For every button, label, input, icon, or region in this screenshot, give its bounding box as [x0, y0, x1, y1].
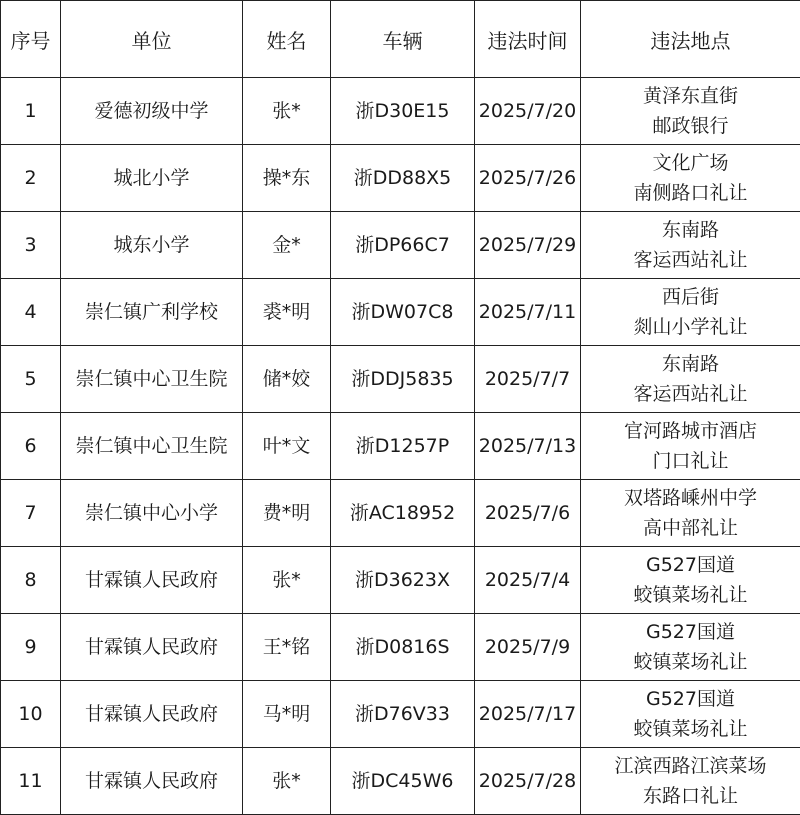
- place-line: 江滨西路江滨菜场: [583, 751, 798, 781]
- place-line: 南侧路口礼让: [583, 178, 798, 208]
- cell-index: 7: [1, 480, 61, 547]
- place-line: 双塔路嵊州中学: [583, 483, 798, 513]
- cell-unit: 城东小学: [61, 212, 243, 279]
- cell-violation-time: 2025/7/29: [475, 212, 581, 279]
- cell-index: 5: [1, 346, 61, 413]
- cell-violation-place: [581, 145, 800, 212]
- cell-violation-time: 2025/7/9: [475, 614, 581, 681]
- cell-violation-place: [581, 346, 800, 413]
- cell-unit: 崇仁镇中心卫生院: [61, 413, 243, 480]
- cell-violation-time: 2025/7/17: [475, 681, 581, 748]
- place-line: 客运西站礼让: [583, 379, 798, 409]
- cell-violation-place: [581, 614, 800, 681]
- cell-vehicle: 浙D1257P: [331, 413, 475, 480]
- cell-violation-place: [581, 480, 800, 547]
- cell-violation-place: [581, 681, 800, 748]
- place-line: 西后街: [583, 282, 798, 312]
- place-line: G527国道: [583, 684, 798, 714]
- cell-index: 4: [1, 279, 61, 346]
- cell-unit: 崇仁镇广利学校: [61, 279, 243, 346]
- cell-violation-place: [581, 413, 800, 480]
- cell-violation-time: 2025/7/6: [475, 480, 581, 547]
- cell-vehicle: 浙DP66C7: [331, 212, 475, 279]
- cell-unit: 甘霖镇人民政府: [61, 748, 243, 815]
- cell-violation-time: 2025/7/11: [475, 279, 581, 346]
- cell-vehicle: 浙D76V33: [331, 681, 475, 748]
- table-row: [1, 346, 800, 413]
- cell-violation-time: 2025/7/7: [475, 346, 581, 413]
- cell-index: 9: [1, 614, 61, 681]
- cell-index: 1: [1, 78, 61, 145]
- cell-index: 11: [1, 748, 61, 815]
- cell-violation-time: 2025/7/20: [475, 78, 581, 145]
- place-line: G527国道: [583, 550, 798, 580]
- cell-index: 6: [1, 413, 61, 480]
- place-line: G527国道: [583, 617, 798, 647]
- cell-violation-time: 2025/7/13: [475, 413, 581, 480]
- header-index: 序号: [1, 1, 61, 78]
- header-row: [1, 1, 800, 78]
- place-line: 蛟镇菜场礼让: [583, 647, 798, 677]
- cell-index: 3: [1, 212, 61, 279]
- cell-violation-time: 2025/7/26: [475, 145, 581, 212]
- place-line: 门口礼让: [583, 446, 798, 476]
- header-violation-time: 违法时间: [475, 1, 581, 78]
- cell-vehicle: 浙DD88X5: [331, 145, 475, 212]
- place-line: 剡山小学礼让: [583, 312, 798, 342]
- cell-vehicle: 浙AC18952: [331, 480, 475, 547]
- cell-vehicle: 浙D3623X: [331, 547, 475, 614]
- cell-vehicle: 浙D0816S: [331, 614, 475, 681]
- header-unit: 单位: [61, 1, 243, 78]
- place-line: 东南路: [583, 215, 798, 245]
- table-row: [1, 681, 800, 748]
- cell-violation-place: [581, 212, 800, 279]
- place-line: 蛟镇菜场礼让: [583, 714, 798, 744]
- place-line: 邮政银行: [583, 111, 798, 141]
- cell-vehicle: 浙DC45W6: [331, 748, 475, 815]
- cell-name: 裘*明: [243, 279, 331, 346]
- header-vehicle: 车辆: [331, 1, 475, 78]
- header-name: 姓名: [243, 1, 331, 78]
- cell-name: 费*明: [243, 480, 331, 547]
- cell-index: 8: [1, 547, 61, 614]
- cell-name: 张*: [243, 78, 331, 145]
- place-line: 蛟镇菜场礼让: [583, 580, 798, 610]
- cell-name: 金*: [243, 212, 331, 279]
- table-row: [1, 78, 800, 145]
- table-row: [1, 212, 800, 279]
- header-violation-place: 违法地点: [581, 1, 800, 78]
- place-line: 文化广场: [583, 148, 798, 178]
- cell-violation-time: 2025/7/28: [475, 748, 581, 815]
- place-line: 客运西站礼让: [583, 245, 798, 275]
- table-row: [1, 145, 800, 212]
- cell-name: 王*铭: [243, 614, 331, 681]
- cell-vehicle: 浙DDJ5835: [331, 346, 475, 413]
- table-row: [1, 547, 800, 614]
- cell-unit: 甘霖镇人民政府: [61, 681, 243, 748]
- place-line: 东南路: [583, 349, 798, 379]
- cell-unit: 崇仁镇中心小学: [61, 480, 243, 547]
- cell-violation-time: 2025/7/4: [475, 547, 581, 614]
- cell-unit: 爱德初级中学: [61, 78, 243, 145]
- cell-name: 储*姣: [243, 346, 331, 413]
- cell-violation-place: [581, 748, 800, 815]
- cell-name: 张*: [243, 748, 331, 815]
- cell-name: 马*明: [243, 681, 331, 748]
- cell-index: 10: [1, 681, 61, 748]
- cell-violation-place: [581, 279, 800, 346]
- cell-unit: 甘霖镇人民政府: [61, 547, 243, 614]
- cell-index: 2: [1, 145, 61, 212]
- cell-unit: 甘霖镇人民政府: [61, 614, 243, 681]
- cell-unit: 城北小学: [61, 145, 243, 212]
- cell-name: 操*东: [243, 145, 331, 212]
- cell-name: 张*: [243, 547, 331, 614]
- cell-violation-place: [581, 78, 800, 145]
- cell-unit: 崇仁镇中心卫生院: [61, 346, 243, 413]
- cell-name: 叶*文: [243, 413, 331, 480]
- place-line: 东路口礼让: [583, 781, 798, 811]
- cell-violation-place: [581, 547, 800, 614]
- table-row: [1, 614, 800, 681]
- table-row: [1, 413, 800, 480]
- table-row: [1, 748, 800, 815]
- place-line: 高中部礼让: [583, 513, 798, 543]
- table-row: [1, 279, 800, 346]
- place-line: 黄泽东直街: [583, 81, 798, 111]
- table-row: [1, 480, 800, 547]
- cell-vehicle: 浙D30E15: [331, 78, 475, 145]
- cell-vehicle: 浙DW07C8: [331, 279, 475, 346]
- place-line: 官河路城市酒店: [583, 416, 798, 446]
